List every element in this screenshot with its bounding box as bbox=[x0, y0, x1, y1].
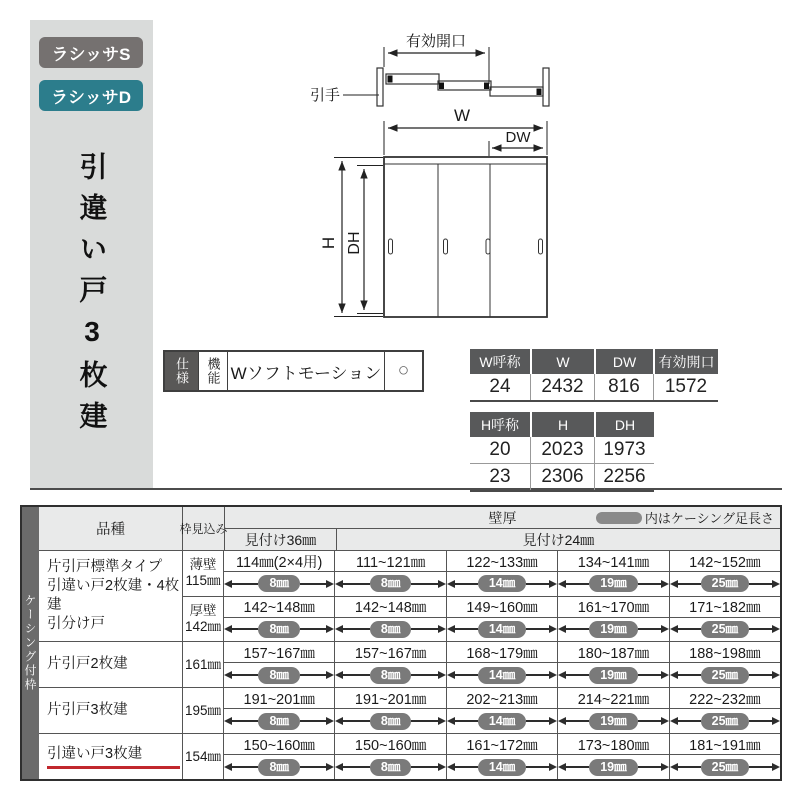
w-table-header: DW bbox=[594, 349, 653, 374]
dh-dim-label: DH bbox=[346, 231, 363, 255]
series-sidebar bbox=[30, 20, 153, 490]
table-row-group bbox=[39, 641, 780, 687]
casing-length-pill: 8㎜ bbox=[370, 667, 411, 684]
depth-value: 142㎜ bbox=[184, 618, 222, 634]
casing-length-pill: 8㎜ bbox=[370, 713, 411, 730]
function-value: Wソフトモーション bbox=[227, 352, 384, 390]
w-table-row bbox=[470, 374, 718, 402]
series-badge-lasissa-d[interactable]: ラシッサD bbox=[39, 80, 143, 111]
frame-depth-column-header: 枠見込み bbox=[182, 507, 224, 550]
table-subrow bbox=[182, 734, 780, 779]
h-table-header-row bbox=[470, 412, 654, 437]
wall-range: 142~148㎜ bbox=[335, 597, 445, 618]
depth-value: 154㎜ bbox=[184, 748, 222, 764]
w-dim-label: W bbox=[453, 106, 471, 125]
h-table-cell: 20 bbox=[489, 439, 511, 460]
casing-length-pill: 25㎜ bbox=[701, 713, 749, 730]
casing-length-pill: 8㎜ bbox=[258, 621, 299, 638]
h-dim-label: H bbox=[319, 236, 338, 250]
product-line: 引違い戸2枚建・4枚建 bbox=[47, 578, 180, 613]
function-header-label: 機能 bbox=[205, 357, 221, 385]
wall-range-cell bbox=[334, 642, 445, 687]
depth-value: 115㎜ bbox=[185, 573, 221, 589]
wall-range-cell bbox=[669, 597, 780, 642]
depth-value: 195㎜ bbox=[184, 702, 222, 718]
wall-range-cell bbox=[334, 551, 445, 596]
h-table-cell: 2306 bbox=[530, 464, 594, 490]
wall-range: 161~172㎜ bbox=[447, 734, 557, 755]
legend-note: 内はケーシング足長さ bbox=[644, 511, 774, 526]
plan-handle-marks bbox=[388, 76, 542, 96]
wall-range-cell bbox=[224, 597, 334, 642]
casing-length-pill: 14㎜ bbox=[478, 621, 526, 638]
casing-length-pill: 25㎜ bbox=[701, 621, 749, 638]
wall-range-cell bbox=[334, 688, 445, 733]
wall-range: 180~187㎜ bbox=[558, 642, 668, 663]
wall-range: 150~160㎜ bbox=[335, 734, 445, 755]
spec-header-label: 仕様 bbox=[174, 357, 189, 385]
wall-range: 171~182㎜ bbox=[670, 597, 780, 618]
wall-range-cell bbox=[334, 734, 445, 779]
wall-range: 173~180㎜ bbox=[558, 734, 668, 755]
table-subrow bbox=[182, 551, 780, 596]
wall-range-cell bbox=[557, 688, 668, 733]
casing-length-pill: 8㎜ bbox=[370, 759, 411, 776]
facing-24-header: 見付け24㎜ bbox=[522, 531, 595, 548]
w-table-header: W呼称 bbox=[470, 349, 530, 374]
wall-range: 202~213㎜ bbox=[447, 688, 557, 709]
wall-range-cell bbox=[446, 642, 557, 687]
wall-range-cell bbox=[446, 734, 557, 779]
availability-mark: ○ bbox=[384, 352, 422, 390]
product-cell bbox=[39, 688, 182, 733]
casing-header bbox=[39, 507, 780, 551]
elevation-view bbox=[319, 106, 547, 317]
h-table-cell: 23 bbox=[489, 466, 511, 487]
product-column-header: 品種 bbox=[96, 522, 125, 538]
casing-length-pill: 8㎜ bbox=[258, 713, 299, 730]
wall-range: 142~152㎜ bbox=[670, 551, 780, 572]
casing-side-label: ケーシング付枠 bbox=[23, 594, 37, 692]
product-line: 引分け戸 bbox=[47, 616, 105, 632]
wall-range-cell bbox=[557, 642, 668, 687]
wall-thickness-header-row bbox=[225, 507, 780, 529]
wall-range-cell bbox=[224, 642, 334, 687]
function-header-cell bbox=[198, 352, 227, 390]
elevation-handle-marks bbox=[389, 239, 543, 254]
casing-length-pill: 19㎜ bbox=[589, 713, 637, 730]
casing-main bbox=[39, 507, 780, 779]
wall-range: 188~198㎜ bbox=[670, 642, 780, 663]
table-subrow bbox=[182, 688, 780, 733]
section-divider bbox=[30, 488, 782, 490]
h-table-header: H呼称 bbox=[470, 412, 530, 437]
casing-length-pill: 14㎜ bbox=[478, 759, 526, 776]
casing-length-pill: 8㎜ bbox=[258, 759, 299, 776]
wall-range: 150~160㎜ bbox=[224, 734, 334, 755]
effective-opening-label: 有効開口 bbox=[405, 33, 467, 50]
casing-length-pill: 14㎜ bbox=[478, 575, 526, 592]
h-table-cell: 1973 bbox=[594, 437, 654, 463]
wall-range-cell bbox=[446, 551, 557, 596]
spec-header-cell bbox=[165, 352, 198, 390]
casing-frame-table bbox=[20, 505, 782, 781]
casing-length-pill: 14㎜ bbox=[478, 713, 526, 730]
wall-range-cell bbox=[669, 734, 780, 779]
frame-depth-cell bbox=[182, 597, 224, 642]
wall-range: 134~141㎜ bbox=[558, 551, 668, 572]
wall-range-cell bbox=[669, 688, 780, 733]
w-table-header: 有効開口 bbox=[653, 349, 718, 374]
casing-length-pill: 14㎜ bbox=[478, 667, 526, 684]
h-table-header: H bbox=[530, 412, 594, 437]
casing-length-pill: 25㎜ bbox=[701, 759, 749, 776]
wall-range: 191~201㎜ bbox=[224, 688, 334, 709]
wall-range-cell bbox=[334, 597, 445, 642]
product-line: 片引戸3枚建 bbox=[47, 702, 128, 718]
w-table-header: W bbox=[530, 349, 594, 374]
facing-36-header: 見付け36㎜ bbox=[225, 529, 337, 550]
wall-range: 111~121㎜ bbox=[335, 551, 445, 572]
casing-length-pill: 25㎜ bbox=[701, 667, 749, 684]
casing-length-pill: 19㎜ bbox=[589, 667, 637, 684]
table-subrow bbox=[182, 642, 780, 687]
h-table-row bbox=[470, 464, 654, 492]
product-line: 片引戸2枚建 bbox=[47, 656, 128, 672]
spec-table bbox=[163, 350, 424, 392]
legend-pill-icon bbox=[596, 512, 642, 524]
product-cell bbox=[39, 551, 182, 641]
wall-range-cell bbox=[224, 734, 334, 779]
handle-label: 引手 bbox=[309, 87, 340, 104]
plan-view bbox=[310, 33, 549, 106]
h-table-cell: 2256 bbox=[594, 464, 654, 490]
depth-value: 161㎜ bbox=[184, 656, 222, 672]
wall-range: 149~160㎜ bbox=[447, 597, 557, 618]
frame-depth-cell bbox=[182, 551, 224, 596]
casing-length-pill: 19㎜ bbox=[589, 575, 637, 592]
wall-range: 157~167㎜ bbox=[335, 642, 445, 663]
wall-range-cell bbox=[446, 597, 557, 642]
wall-range-cell bbox=[669, 642, 780, 687]
wall-range: 157~167㎜ bbox=[224, 642, 334, 663]
product-cell bbox=[39, 734, 182, 779]
h-dimension-table bbox=[470, 412, 654, 492]
table-row-group bbox=[39, 551, 780, 641]
table-row-group bbox=[39, 687, 780, 733]
page-title: 引違い戸3枚建 bbox=[76, 152, 108, 442]
wall-range: 142~148㎜ bbox=[224, 597, 334, 618]
table-row-group bbox=[39, 733, 780, 779]
h-table-header: DH bbox=[594, 412, 654, 437]
product-cell bbox=[39, 642, 182, 687]
casing-side-bar bbox=[22, 507, 39, 779]
wall-range: 222~232㎜ bbox=[670, 688, 780, 709]
depth-label: 薄壁 bbox=[189, 557, 217, 573]
w-table-cell: 816 bbox=[594, 374, 653, 400]
facing-header-row bbox=[225, 529, 780, 550]
casing-length-pill: 8㎜ bbox=[258, 667, 299, 684]
wall-range: 181~191㎜ bbox=[670, 734, 780, 755]
wall-range: 161~170㎜ bbox=[558, 597, 668, 618]
wall-range: 214~221㎜ bbox=[558, 688, 668, 709]
casing-length-pill: 8㎜ bbox=[258, 575, 299, 592]
wall-range-cell bbox=[446, 688, 557, 733]
wall-range-cell bbox=[669, 551, 780, 596]
w-table-cell: 2432 bbox=[530, 374, 594, 400]
w-table-cell: 1572 bbox=[653, 374, 718, 400]
casing-length-pill: 19㎜ bbox=[589, 621, 637, 638]
wall-range: 191~201㎜ bbox=[335, 688, 445, 709]
product-line: 片引戸標準タイプ bbox=[47, 559, 163, 575]
frame-depth-cell bbox=[182, 734, 224, 779]
casing-length-pill: 8㎜ bbox=[370, 621, 411, 638]
product-line-highlighted: 引違い戸3枚建 bbox=[47, 745, 180, 769]
h-table-cell: 2023 bbox=[530, 437, 594, 463]
wall-range: 122~133㎜ bbox=[447, 551, 557, 572]
series-badge-lasissa-s[interactable]: ラシッサS bbox=[39, 37, 143, 68]
legend bbox=[596, 507, 774, 528]
wall-range-cell bbox=[224, 688, 334, 733]
dw-dim-label: DW bbox=[505, 129, 531, 146]
w-table-cell: 24 bbox=[489, 376, 511, 397]
wall-range: 114㎜(2×4用) bbox=[224, 551, 334, 572]
casing-length-pill: 25㎜ bbox=[701, 575, 749, 592]
page-title-wrap bbox=[30, 152, 153, 442]
wall-thickness-label: 壁厚 bbox=[488, 509, 517, 526]
frame-depth-cell bbox=[182, 642, 224, 687]
casing-length-pill: 19㎜ bbox=[589, 759, 637, 776]
door-diagram bbox=[285, 28, 765, 340]
wall-thickness-header-block bbox=[224, 507, 780, 550]
wall-range-cell bbox=[557, 551, 668, 596]
depth-label: 厚壁 bbox=[189, 602, 217, 618]
w-dimension-table bbox=[470, 349, 718, 402]
h-table-row bbox=[470, 437, 654, 464]
wall-range: 168~179㎜ bbox=[447, 642, 557, 663]
table-subrow bbox=[182, 596, 780, 642]
wall-range-cell bbox=[224, 551, 334, 596]
wall-range-cell bbox=[557, 597, 668, 642]
wall-range-cell bbox=[557, 734, 668, 779]
casing-length-pill: 8㎜ bbox=[370, 575, 411, 592]
w-table-header-row bbox=[470, 349, 718, 374]
frame-depth-cell bbox=[182, 688, 224, 733]
